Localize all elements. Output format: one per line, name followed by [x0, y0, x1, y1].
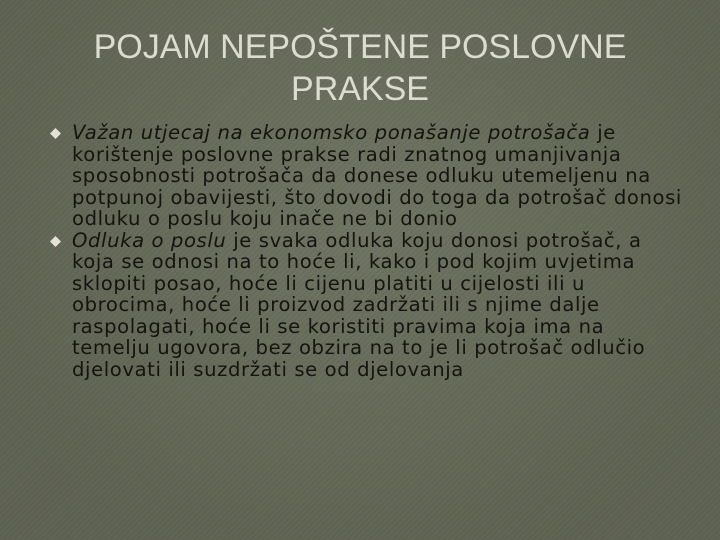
bullet-item-business-decision	[48, 230, 688, 381]
bullet-emphasis: Važan utjecaj na ekonomsko ponašanje potrošača	[72, 121, 591, 144]
bullet-list	[48, 122, 688, 380]
slide-title-line-2: PRAKSE	[291, 70, 429, 108]
bullet-text: je svaka odluka koju donosi potrošač, a koja se odnosi na to hoće li, kako i pod kojim uvjetima sklopiti posao, hoće li cijenu platiti u cijelosti ili u obrocima, hoće li proizvod zadržati ili s njime dalje raspolagati, hoće li se koristiti pravima koja ima na temelju ugovora, bez obzira na to je li potrošač odlučio djelovati ili suzdržati se od djelovanja	[72, 228, 646, 381]
diamond-bullet-icon	[50, 236, 61, 247]
bullet-text: je korištenje poslovne prakse radi znatnog umanjivanja sposobnosti potrošača da donese odluku utemeljenu na potpunoj obavijesti, što dovodi do toga da potrošač donosi odluku o poslu koju inače ne bi donio	[72, 121, 682, 230]
bullet-item-consumer-behaviour	[48, 122, 688, 230]
bullet-emphasis: Odluka o poslu	[72, 228, 227, 252]
slide-title	[60, 26, 660, 110]
diamond-bullet-icon	[50, 128, 61, 139]
slide-title-line-1: POJAM NEPOŠTENE POSLOVNE	[93, 28, 627, 66]
